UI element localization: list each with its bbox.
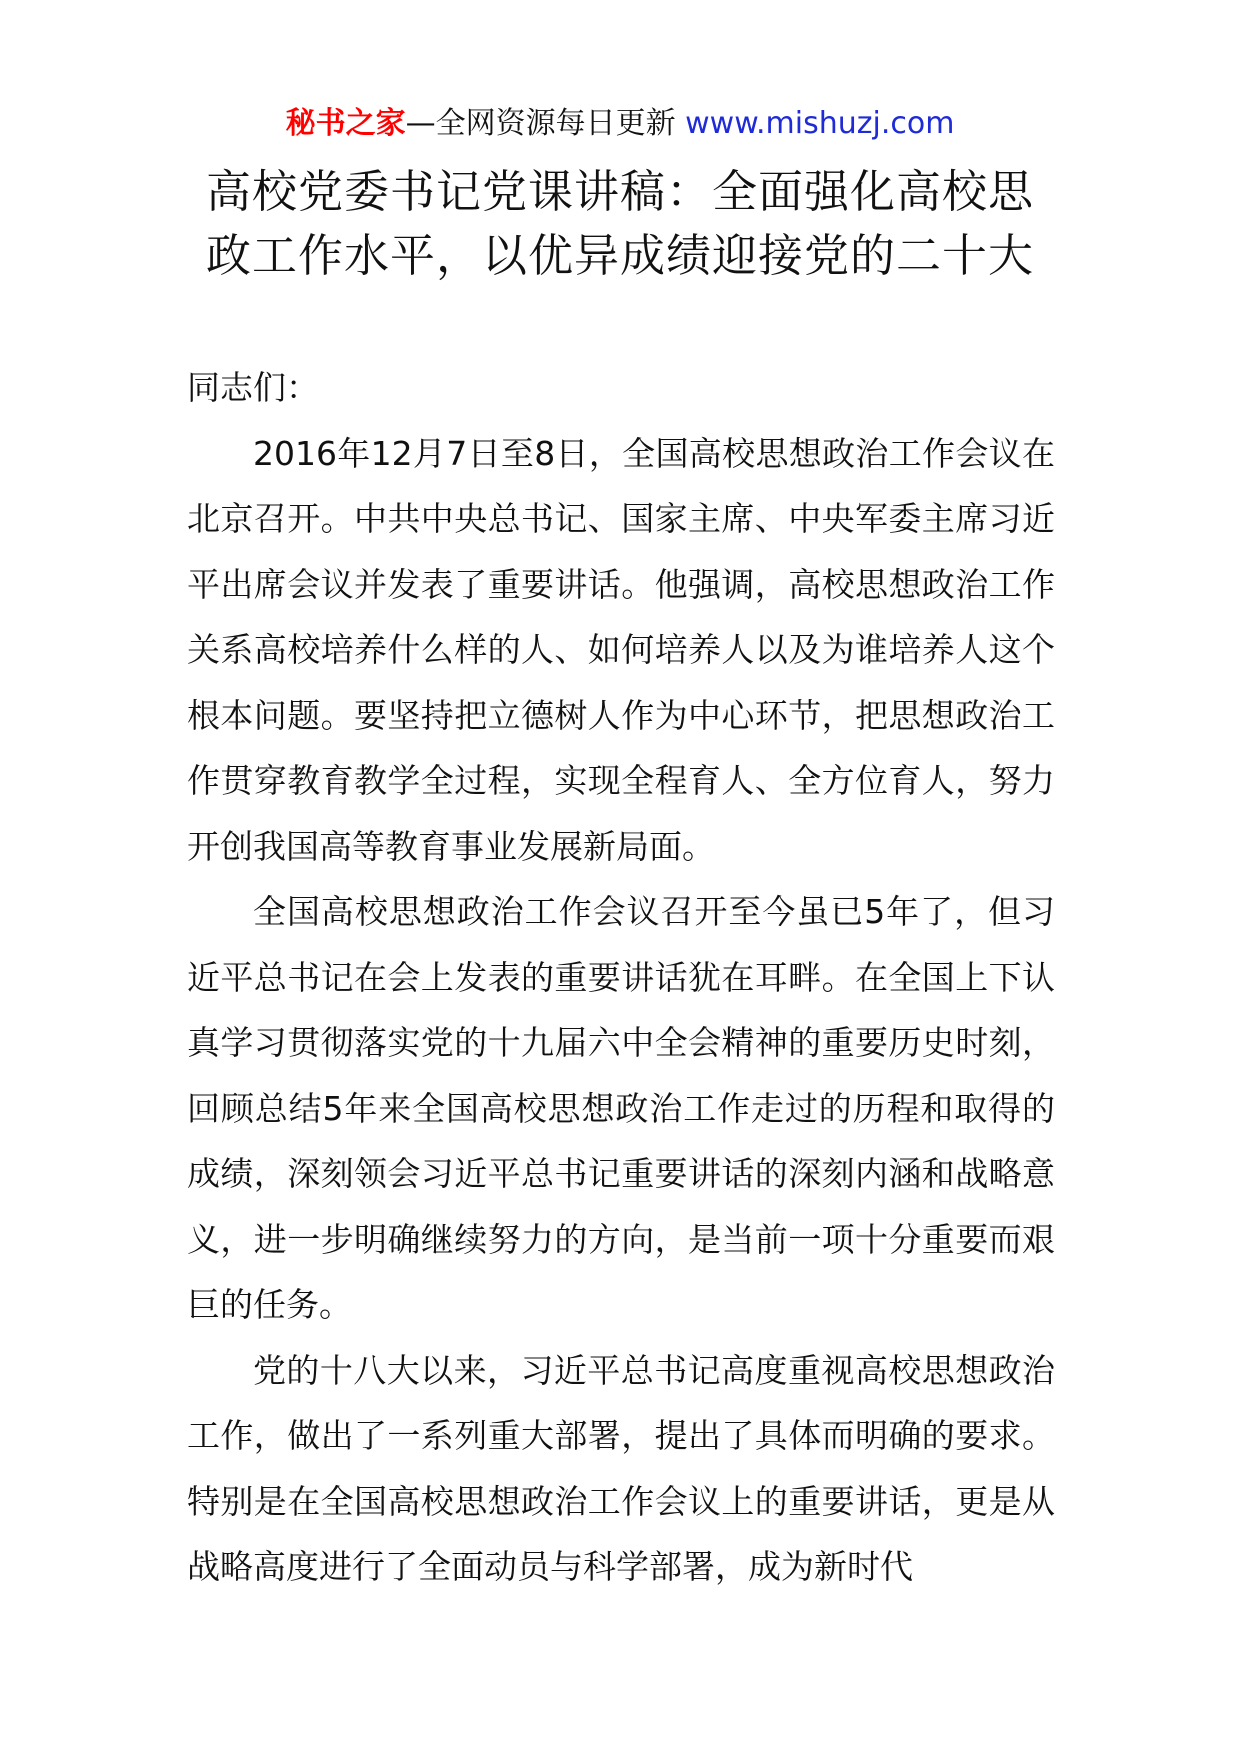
- title-line-1: 高校党委书记党课讲稿：全面强化高校思: [205, 165, 1034, 218]
- brand-tagline: —全网资源每日更新: [405, 106, 676, 141]
- paragraph-2: 全国高校思想政治工作会议召开至今虽已5年了，但习近平总书记在会上发表的重要讲话犹在耳畔。在全国上下认真学习贯彻落实党的十九届六中全会精神的重要历史时刻，回顾总结5年来全国高校思想政治工作走过的历程和取得的成绩，深刻领会习近平总书记重要讲话的深刻内涵和战略意义，进一步明确继续努力的方向，是当前一项十分重要而艰巨的任务。: [187, 892, 1055, 1324]
- site-url-link[interactable]: www.mishuzj.com: [685, 106, 955, 141]
- site-header: [0, 98, 1240, 150]
- brand-name: 秘书之家: [285, 106, 406, 141]
- paragraph-3: 党的十八大以来，习近平总书记高度重视高校思想政治工作，做出了一系列重大部署，提出了具体而明确的要求。特别是在全国高校思想政治工作会议上的重要讲话，更是从战略高度进行了全面动员与科学部署，成为新时代: [187, 1350, 1055, 1586]
- title-line-2: 政工作水平，以优异成绩迎接党的二十大: [205, 229, 1034, 282]
- document-body: [187, 355, 1055, 1600]
- document-title: [120, 160, 1120, 288]
- salutation: 同志们：: [187, 368, 319, 407]
- paragraph-1: 2016年12月7日至8日，全国高校思想政治工作会议在北京召开。中共中央总书记、国家主席、中央军委主席习近平出席会议并发表了重要讲话。他强调，高校思想政治工作关系高校培养什么样的人、如何培养人以及为谁培养人这个根本问题。要坚持把立德树人作为中心环节，把思想政治工作贯穿教育教学全过程，实现全程育人、全方位育人，努力开创我国高等教育事业发展新局面。: [187, 433, 1055, 866]
